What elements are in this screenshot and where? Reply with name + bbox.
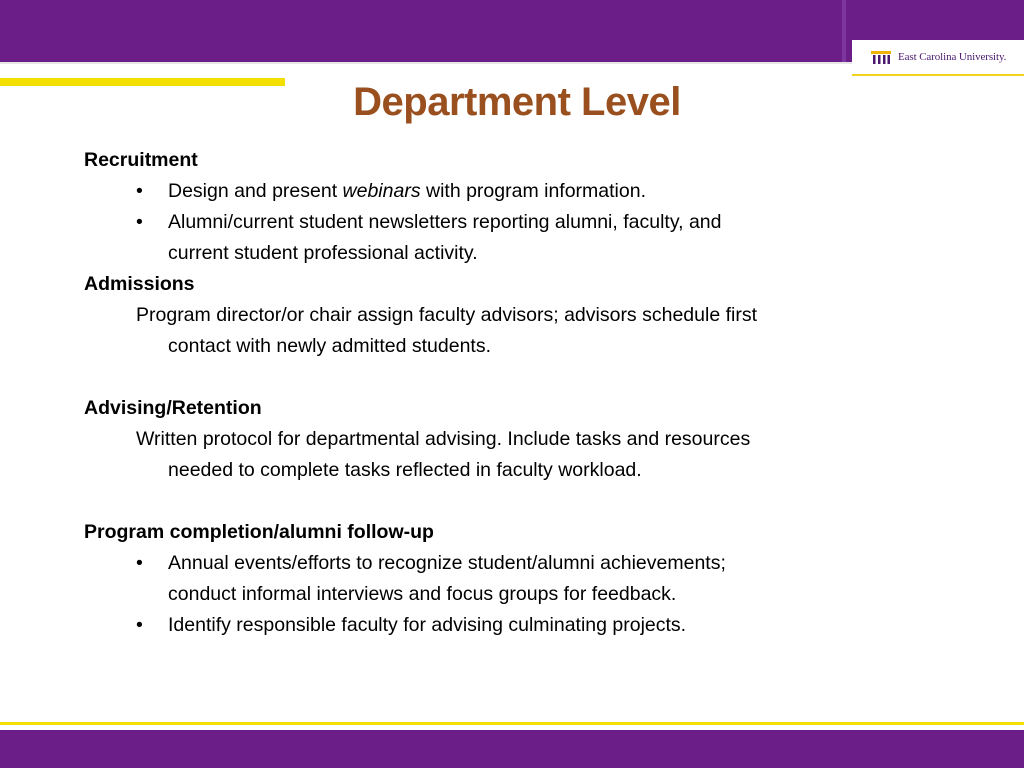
university-logo — [852, 40, 1024, 76]
section-heading-recruitment: Recruitment — [84, 149, 198, 171]
bullet-icon: • — [136, 552, 143, 574]
bullet-text: Design and present — [168, 180, 343, 202]
footer-gold-rule — [0, 722, 1024, 725]
paragraph-line-cont: contact with newly admitted students. — [168, 335, 491, 357]
paragraph-line-cont: needed to complete tasks reflected in faculty workload. — [168, 459, 642, 481]
list-item — [84, 176, 904, 207]
list-item — [84, 610, 904, 641]
logo-text: East Carolina University. — [898, 51, 1007, 63]
bullet-icon: • — [136, 180, 143, 202]
section-heading-admissions: Admissions — [84, 273, 195, 295]
bullet-text: Alumni/current student newsletters reporting alumni, faculty, and — [168, 211, 722, 233]
ecu-cupola-icon — [870, 48, 892, 66]
slide-body — [84, 145, 904, 641]
spacer — [84, 362, 904, 393]
bullet-text: Identify responsible faculty for advising culminating projects. — [168, 614, 687, 636]
list-item — [84, 207, 904, 269]
bullet-emphasis: webinars — [342, 180, 421, 202]
paragraph-line: Program director/or chair assign faculty advisors; advisors schedule first — [136, 304, 757, 326]
footer-band — [0, 730, 1024, 768]
list-item — [84, 548, 904, 610]
section-heading-advising: Advising/Retention — [84, 397, 262, 419]
slide-title: Department Level — [353, 80, 681, 124]
section-heading-completion: Program completion/alumni follow-up — [84, 521, 434, 543]
spacer — [84, 486, 904, 517]
bullet-text-cont: conduct informal interviews and focus groups for feedback. — [168, 583, 677, 605]
bullet-text-cont: current student professional activity. — [168, 242, 478, 264]
bullet-icon: • — [136, 211, 143, 233]
paragraph-line: Written protocol for departmental advising. Include tasks and resources — [136, 428, 751, 450]
bullet-text-end: with program information. — [420, 180, 646, 202]
bullet-icon: • — [136, 614, 143, 636]
header-divider — [842, 0, 846, 62]
bullet-text: Annual events/efforts to recognize student/alumni achievements; — [168, 552, 726, 574]
paragraph-advising — [84, 424, 904, 486]
paragraph-admissions — [84, 300, 904, 362]
